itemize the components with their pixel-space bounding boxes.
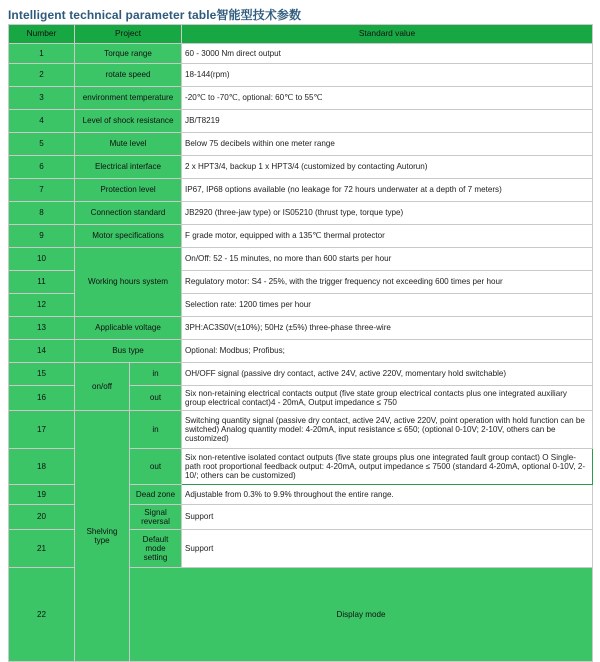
row-subproject: out — [130, 386, 182, 411]
table-row — [9, 411, 593, 449]
row-number: 21 — [9, 530, 75, 568]
row-number: 22 — [9, 568, 75, 662]
row-value: 60 - 3000 Nm direct output — [182, 44, 593, 64]
table-row — [9, 317, 593, 340]
group-shelving-type: Shelving type — [75, 411, 130, 662]
table-row — [9, 87, 593, 110]
row-project: Applicable voltage — [75, 317, 182, 340]
row-number: 10 — [9, 248, 75, 271]
row-value: Six non-retentive isolated contact outputs (five state groups plus one integrated fault group contact) O Single-path root proportional feedback output: 4-20mA, output impedance ≤ 7500 (standard 4-20mA, optional 0-10V, 2-10/; others can be customized) — [182, 449, 593, 485]
row-value: Below 75 decibels within one meter range — [182, 133, 593, 156]
row-subproject: out — [130, 449, 182, 485]
page-title: Intelligent technical parameter table智能型技术参数 — [8, 8, 302, 22]
row-value: JB2920 (three-jaw type) or IS05210 (thrust type, torque type) — [182, 202, 593, 225]
row-number: 20 — [9, 505, 75, 530]
row-number: 3 — [9, 87, 75, 110]
row-value: Support — [182, 505, 593, 530]
row-value: F grade motor, equipped with a 135℃ thermal protector — [182, 225, 593, 248]
table-row — [9, 44, 593, 64]
row-project: Display mode — [130, 568, 593, 662]
row-value: 2 x HPT3/4, backup 1 x HPT3/4 (customized by contacting Autorun) — [182, 156, 593, 179]
row-number: 14 — [9, 340, 75, 363]
row-project: rotate speed — [75, 64, 182, 87]
row-number: 8 — [9, 202, 75, 225]
row-number: 7 — [9, 179, 75, 202]
row-value: -20℃ to -70℃, optional: 60℃ to 55℃ — [182, 87, 593, 110]
row-subproject: in — [130, 363, 182, 386]
row-value: Regulatory motor: S4 - 25%, with the trigger frequency not exceeding 600 times per hour — [182, 271, 593, 294]
row-subproject: in — [130, 411, 182, 449]
row-subproject: Default mode setting — [130, 530, 182, 568]
row-value: Support — [182, 530, 593, 568]
row-value: 18-144(rpm) — [182, 64, 593, 87]
table-row — [9, 110, 593, 133]
row-subproject: Dead zone — [130, 485, 182, 505]
table-row — [9, 156, 593, 179]
row-value: On/Off: 52 - 15 minutes, no more than 600 starts per hour — [182, 248, 593, 271]
row-project: environment temperature — [75, 87, 182, 110]
table-row — [9, 179, 593, 202]
table-row — [9, 133, 593, 156]
row-number: 6 — [9, 156, 75, 179]
row-project: Mute level — [75, 133, 182, 156]
row-project: Electrical interface — [75, 156, 182, 179]
row-number: 9 — [9, 225, 75, 248]
row-value: 3PH:AC3S0V(±10%); 50Hz (±5%) three-phase three-wire — [182, 317, 593, 340]
row-number: 18 — [9, 449, 75, 485]
row-value: Switching quantity signal (passive dry contact, active 24V, active 220V, point operation with hold function can be switched) Analog quantity model: 4-20mA, input resistance ≤ 650; (optional 0-10V; 2-10V, others can be customized) — [182, 411, 593, 449]
table-row — [9, 64, 593, 87]
table-row — [9, 363, 593, 386]
row-number: 19 — [9, 485, 75, 505]
row-number: 4 — [9, 110, 75, 133]
row-number: 13 — [9, 317, 75, 340]
row-value: Optional: Modbus; Profibus; — [182, 340, 593, 363]
header-number: Number — [9, 25, 75, 44]
row-number: 12 — [9, 294, 75, 317]
parameter-table — [8, 24, 593, 662]
row-number: 1 — [9, 44, 75, 64]
table-row — [9, 225, 593, 248]
row-number: 11 — [9, 271, 75, 294]
row-number: 15 — [9, 363, 75, 386]
row-number: 2 — [9, 64, 75, 87]
row-number: 5 — [9, 133, 75, 156]
table-row — [9, 248, 593, 271]
row-project: Connection standard — [75, 202, 182, 225]
header-project: Project — [75, 25, 182, 44]
row-value: Adjustable from 0.3% to 9.9% throughout the entire range. — [182, 485, 593, 505]
row-project: Level of shock resistance — [75, 110, 182, 133]
table-row — [9, 202, 593, 225]
row-value: IP67, IP68 options available (no leakage for 72 hours underwater at a depth of 7 meters) — [182, 179, 593, 202]
row-value: Selection rate: 1200 times per hour — [182, 294, 593, 317]
row-project: Bus type — [75, 340, 182, 363]
table-row — [9, 340, 593, 363]
row-project: Protection level — [75, 179, 182, 202]
header-standard-value: Standard value — [182, 25, 593, 44]
row-value: JB/T8219 — [182, 110, 593, 133]
table-header-row — [9, 25, 593, 44]
group-working-hours: Working hours system — [75, 248, 182, 317]
row-value: OH/OFF signal (passive dry contact, active 24V, active 220V, momentary hold switchable) — [182, 363, 593, 386]
row-subproject: Signal reversal — [130, 505, 182, 530]
row-number: 16 — [9, 386, 75, 411]
row-value: Six non-retaining electrical contacts output (five state group electrical contacts plus one integrated auxiliary group electrical contact)4 - 20mA, Output impedance ≤ 750 — [182, 386, 593, 411]
row-project: Torque range — [75, 44, 182, 64]
row-number: 17 — [9, 411, 75, 449]
row-project: Motor specifications — [75, 225, 182, 248]
group-on-off: on/off — [75, 363, 130, 411]
